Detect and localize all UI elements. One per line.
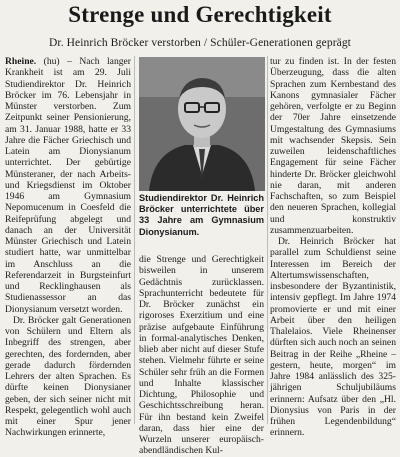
paragraph: Rheine. (hu) – Nach langer Krankheit ist am 29. Juli Studiendirektor Dr. Heinrich Bröcker im 76. Lebensjahr in Münster verstorben. Zum Zeitpunkt seiner Pensionierung, am 31. Januar 1988, hatte er 33 Jahre die Fächer Griechisch und Latein am Dionysianum unterrichtet. Der gebürtige Münsteraner, der nach Arbeits- und Kriegsdienst im Oktober 1946 am Gymnasium Nepomucenum in Coesfeld die Reifeprüfung abgelegt und danach an der Universität Münster Griechisch und Latein studiert hatte, war unmittelbar im Anschluss an die Referendarzeit in Burgsteinfurt und Recklinghausen als Studienassessor an das Dionysianum versetzt worden. [5,56,131,315]
article-column-left [5,56,131,439]
paragraph: Dr. Heinrich Bröcker hat parallel zum Schuldienst seine Interessen im Bereich der Altertumswissenschaften, insbesondere der Byzantinistik, intensiv gepflegt. Im Jahre 1974 promovierte er und mit einer Arbeit über den heiligen Thalelaios. Viele Rheinenser dürften sich auch noch an seinen Beitrag in der Reihe „Rheine – gestern, heute, morgen“ im Jahre 1984 anlässlich des 325-jährigen Schuljubiläums erinnern: Aufsatz über den „Hl. Dionysius von Paris in der frühen Legendenbildung“ erinnern. [270,236,396,439]
photo-caption: Studiendirektor Dr. Heinrich Bröcker unterrichtete über 33 Jahre am Gymnasium Dionysianum. [139,193,264,237]
column-rule [134,56,135,424]
paragraph: tur zu finden ist. In der festen Überzeugung, dass die alten Sprachen zum Kernbestand des Kanons gymnasialer Fächer gehören, verfolgte er zu Beginn der 70er Jahre einsetzende Umgestaltung des Gymnasiums mit wachsender Skepsis. Sein zuweilen leidenschaftliches Engagement für seine Fächer hinderte Dr. Bröcker gleichwohl nie daran, mit anderen Fachschaften, so zum Beispiel den neueren Sprachen, kollegial und konstruktiv zusammenzuarbeiten. [270,56,396,236]
portrait-illustration [139,57,265,191]
paragraph: die Strenge und Gerechtigkeit bisweilen in unserem Gedächtnis zurücklassen. Sprachunterricht bedeutete für Dr. Bröcker zunächst ein rigoroses Exerzitium und eine präzise aufgebaute Einführung in formal-analytisches Denken, blieb aber nicht auf dieser Stufe stehen. Vielmehr führte er seine Schüler sehr früh an die Formen und Inhalte klassischer Dichtung, Philosophie und Geschichtsschreibung heran. Für ihn bestand kein Zweifel daran, dass hier eine der Wurzeln unserer europäisch-abendländischen Kul- [139,254,264,457]
headline: Strenge und Gerechtigkeit [68,2,332,27]
dateline: Rheine. [5,56,37,67]
paragraph: Dr. Bröcker galt Generationen von Schülern und Eltern als Inbegriff des strengen, aber gerechten, des fordernden, aber gerade dadurch fördernden Lehrers der alten Sprachen. Es dürfte keinen Dionysianer geben, der sich seiner nicht mit Respekt, gelegentlich wohl auch mit einer Spur jener Nachwirkungen erinnerte, [5,314,131,439]
article-column-right [270,56,396,439]
column-rule [267,56,268,424]
portrait-photo [139,57,265,191]
subheadline: Dr. Heinrich Bröcker verstorben / Schüler-Generationen geprägt [49,37,351,49]
article-column-middle [139,254,264,457]
